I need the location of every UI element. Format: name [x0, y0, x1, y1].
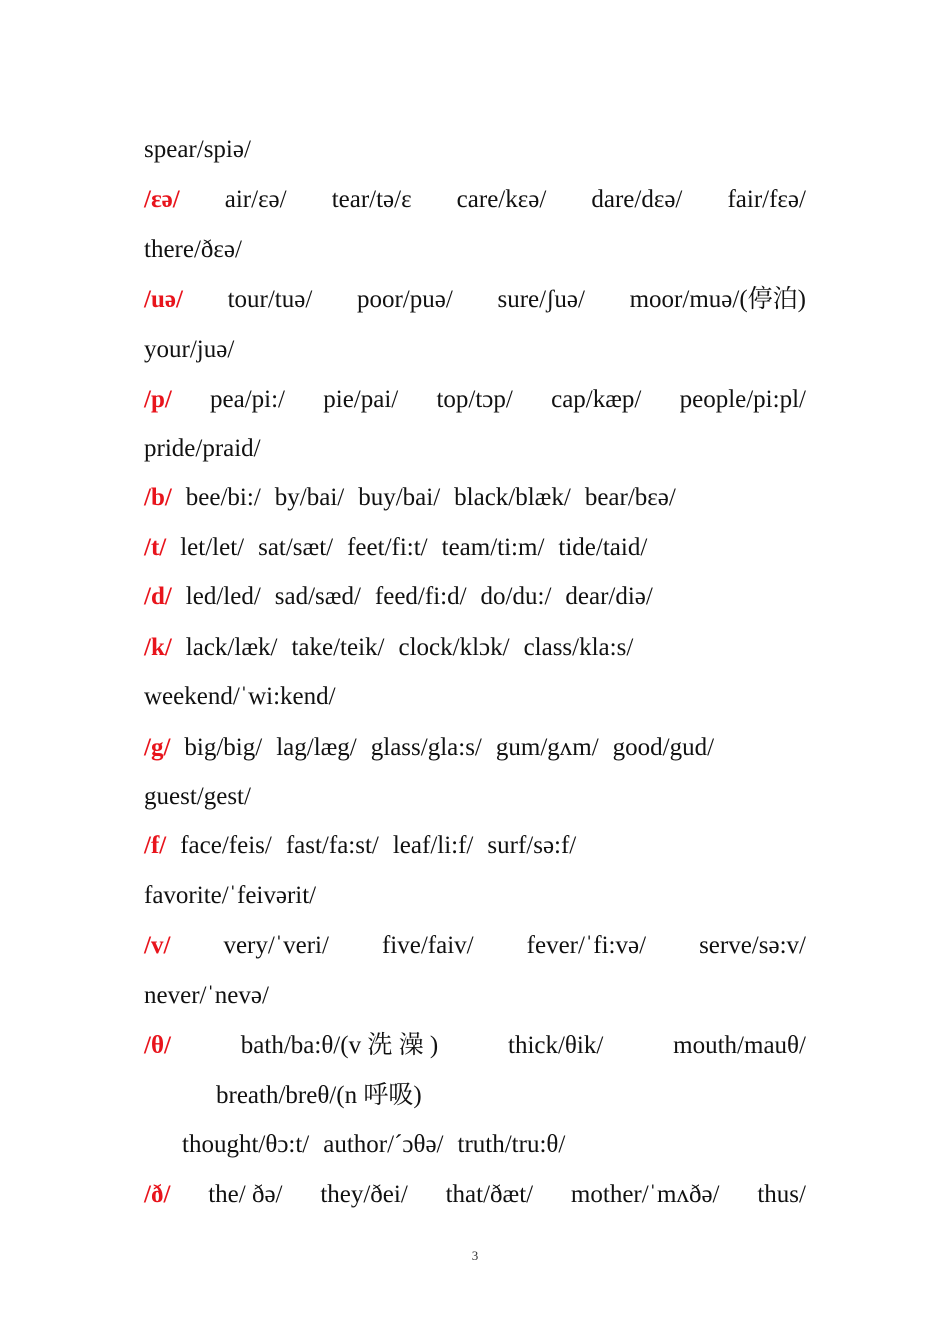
word: tide/taid/: [558, 534, 648, 561]
word: never/ˈnevə/: [144, 982, 269, 1009]
word: team/ti:m/: [441, 534, 545, 561]
word: spear/spiə/: [144, 136, 251, 163]
word: feed/fi:d/: [374, 583, 467, 610]
phoneme-label: /t/: [144, 534, 167, 561]
phoneme-label: /d/: [144, 583, 172, 610]
word: buy/bai/: [358, 484, 441, 511]
word: serve/sə:v/: [699, 932, 806, 959]
word: let/let/: [180, 534, 245, 561]
phoneme-label: /ɛə/: [144, 186, 180, 213]
word: fast/fa:st/: [285, 832, 379, 859]
word: that/ðæt/: [445, 1181, 534, 1208]
word: class/kla:s/: [523, 634, 634, 661]
word: people/pi:pl/: [679, 386, 806, 413]
phoneme-label: /b/: [144, 484, 172, 511]
word: pie/pai/: [323, 386, 399, 413]
line-your: [144, 334, 806, 366]
word: feet/fi:t/: [347, 534, 428, 561]
phoneme-label: /ð/: [144, 1181, 171, 1208]
word: good/gud/: [612, 734, 715, 761]
word: the/ ðə/: [208, 1181, 283, 1208]
word: dear/diə/: [565, 583, 653, 610]
word: very/ˈveri/: [223, 932, 329, 959]
word: mouth/mauθ/: [673, 1032, 806, 1059]
line-breath: [216, 1080, 422, 1112]
line-ua: [144, 284, 806, 316]
word: by/bai/: [274, 484, 345, 511]
line-never: [144, 980, 806, 1012]
word: cap/kæp/: [551, 386, 642, 413]
word: clock/klɔk/: [398, 634, 510, 661]
word: favorite/ˈfeivərit/: [144, 882, 317, 909]
word: gum/gʌm/: [495, 734, 599, 761]
word: surf/sə:f/: [487, 832, 577, 859]
line-ea: [144, 184, 806, 216]
word: big/big/: [184, 734, 263, 761]
word: author/ˊɔθə/: [323, 1131, 444, 1158]
line-thought: [182, 1129, 565, 1161]
word: lack/læk/: [185, 634, 278, 661]
line-favorite: [144, 880, 806, 912]
word: black/blæk/: [454, 484, 571, 511]
word: weekend/ˈwi:kend/: [144, 683, 336, 710]
line-there: [144, 234, 806, 266]
word: lag/læg/: [276, 734, 357, 761]
word: leaf/li:f/: [392, 832, 474, 859]
word: led/led/: [185, 583, 261, 610]
word: sad/sæd/: [274, 583, 361, 610]
phoneme-label: /v/: [144, 932, 171, 959]
word: fever/ˈfi:və/: [526, 932, 647, 959]
word: there/ðɛə/: [144, 236, 242, 263]
phoneme-label: /g/: [144, 734, 171, 761]
phoneme-label: /f/: [144, 832, 167, 859]
word: dare/dɛə/: [591, 186, 683, 213]
word: pea/pi:/: [210, 386, 286, 413]
word: do/du:/: [480, 583, 552, 610]
word: pride/praid/: [144, 435, 261, 462]
page-number: 3: [471, 1248, 479, 1263]
word: sure/ʃuə/: [497, 286, 585, 313]
word: bear/bɛə/: [584, 484, 676, 511]
word: five/faiv/: [381, 932, 474, 959]
word: bee/bi:/: [185, 484, 261, 511]
phoneme-label: /uə/: [144, 286, 183, 313]
line-pride: [144, 433, 806, 465]
word: air/ɛə/: [224, 186, 287, 213]
word: care/kɛə/: [456, 186, 547, 213]
word: guest/gest/: [144, 783, 251, 810]
line-eth: [144, 1179, 806, 1211]
word: thus/: [757, 1181, 806, 1208]
word: tear/tə/ɛ: [331, 186, 412, 213]
word: your/juə/: [144, 336, 235, 363]
line-d: [144, 581, 806, 613]
word: thick/θik/: [508, 1032, 604, 1059]
word: mother/ˈmʌðə/: [570, 1181, 720, 1208]
word: top/tɔp/: [436, 386, 513, 413]
word: glass/gla:s/: [370, 734, 482, 761]
line-spear: [144, 134, 806, 166]
word: poor/puə/: [356, 286, 453, 313]
phoneme-label: /k/: [144, 634, 172, 661]
line-theta: [144, 1030, 806, 1062]
word: truth/tru:θ/: [457, 1131, 566, 1158]
line-k: [144, 632, 806, 664]
line-f: [144, 830, 806, 862]
word: tour/tuə/: [227, 286, 313, 313]
line-t: [144, 532, 806, 564]
word: face/feis/: [180, 832, 272, 859]
word: fair/fɛə/: [727, 186, 806, 213]
word: thought/θɔ:t/: [182, 1131, 310, 1158]
line-g: [144, 732, 806, 764]
line-b: [144, 482, 806, 514]
word: breath/breθ/(n 呼吸): [216, 1082, 422, 1109]
line-v: [144, 930, 806, 962]
word: sat/sæt/: [258, 534, 334, 561]
phoneme-label: /θ/: [144, 1032, 171, 1059]
line-guest: [144, 781, 806, 813]
line-p: [144, 384, 806, 416]
line-weekend: [144, 681, 806, 713]
word: take/teik/: [291, 634, 385, 661]
word: moor/muə/(停泊): [629, 286, 806, 313]
word: bath/ba:θ/(v 洗 澡 ): [240, 1032, 439, 1059]
word: they/ðei/: [320, 1181, 408, 1208]
phoneme-label: /p/: [144, 386, 172, 413]
